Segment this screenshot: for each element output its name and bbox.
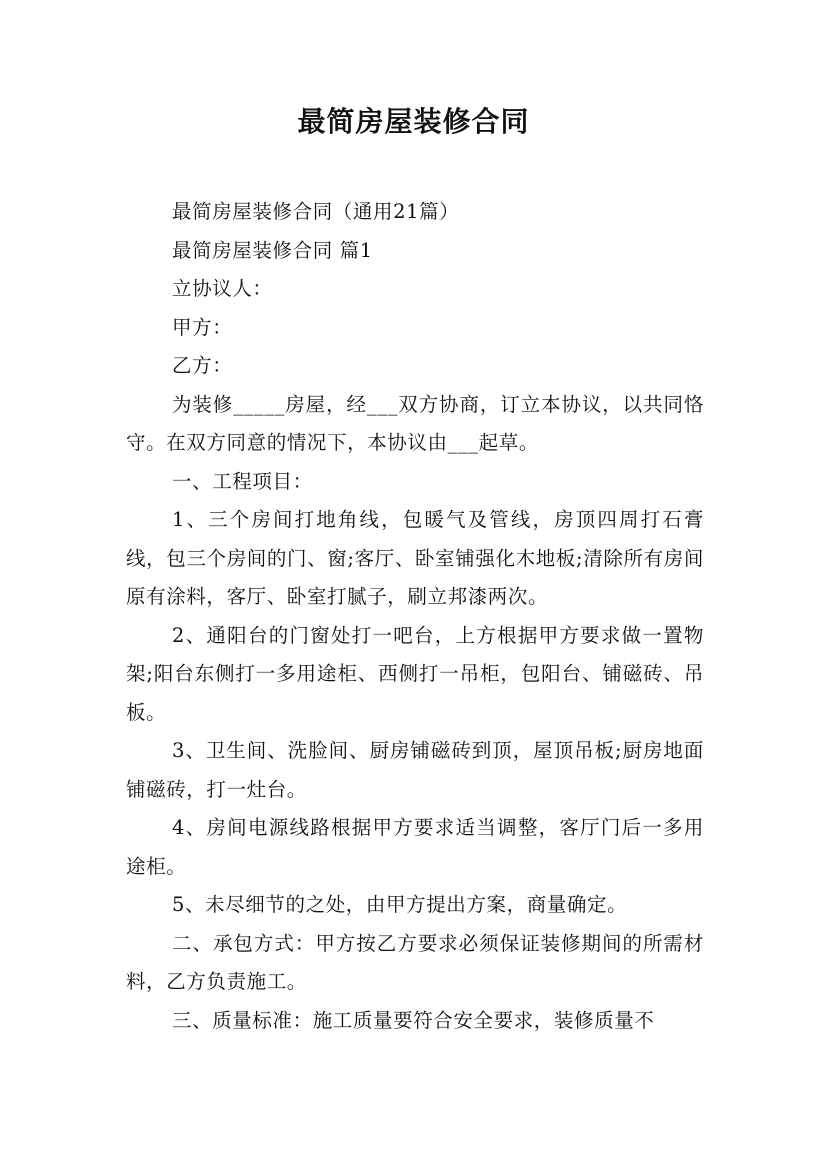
- paragraph-item-3: 3、卫生间、洗脸间、厨房铺磁砖到顶，屋顶吊板;厨房地面铺磁砖，打一灶台。: [126, 739, 704, 801]
- paragraph-section-heading: 最简房屋装修合同 篇1: [172, 238, 373, 262]
- paragraph-parties-label: 立协议人：: [172, 277, 273, 300]
- paragraph-party-a: 甲方：: [172, 315, 233, 339]
- paragraph-clause-1-heading: 一、工程项目：: [172, 469, 313, 493]
- paragraph-item-2: 2、通阳台的门窗处打一吧台，上方根据甲方要求做一置物架;阳台东侧打一多用途柜、西侧打一吊柜，包阳台、铺磁砖、吊板。: [126, 623, 704, 724]
- paragraph-clause-2: 二、承包方式：甲方按乙方要求必须保证装修期间的所需材料，乙方负责施工。: [126, 931, 704, 993]
- document-body: [126, 193, 704, 1040]
- paragraph-party-b: 乙方：: [172, 354, 233, 377]
- paragraph-item-1: 1、三个房间打地角线，包暖气及管线，房顶四周打石膏线，包三个房间的门、窗;客厅、卧室铺强化木地板;清除所有房间原有涂料，客厅、卧室打腻子，刷立邦漆两次。: [126, 508, 704, 608]
- paragraph-subtitle: 最简房屋装修合同（通用21篇）: [172, 200, 460, 223]
- paragraph-preamble: 为装修_____房屋，经___双方协商，订立本协议，以共同恪守。在双方同意的情况下，本协议由___起草。: [126, 392, 704, 454]
- paragraph-item-5: 5、未尽细节的之处，由甲方提出方案，商量确定。: [172, 893, 628, 916]
- paragraph-item-4: 4、房间电源线路根据甲方要求适当调整，客厅门后一多用途柜。: [126, 816, 704, 878]
- document-title: 最简房屋装修合同: [297, 105, 530, 138]
- paragraph-clause-3: 三、质量标准：施工质量要符合安全要求，装修质量不: [172, 1008, 655, 1032]
